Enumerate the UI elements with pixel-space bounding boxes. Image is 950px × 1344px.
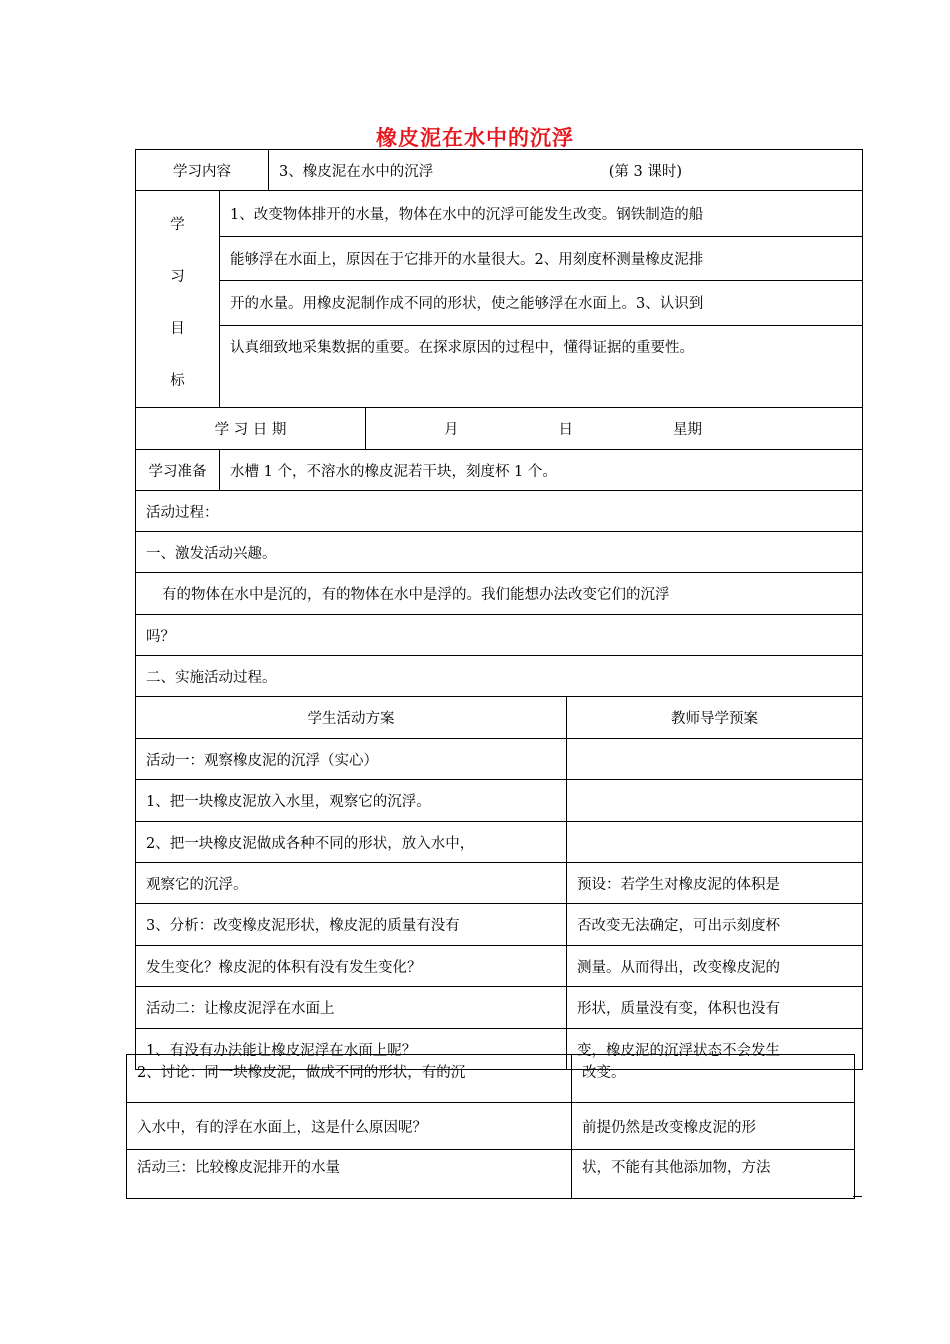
section-heading: 二、实施活动过程。 (136, 656, 863, 697)
teacher-column-header: 教师导学预案 (567, 697, 863, 739)
objective-line: 开的水量。用橡皮泥制作成不同的形状，使之能够浮在水面上。3、认识到 (220, 281, 863, 325)
weekday-label: 星期 (673, 422, 702, 438)
objectives-label: 学 习 目 标 (136, 191, 220, 408)
day-label: 日 (558, 422, 573, 438)
continuation-table (126, 1054, 855, 1199)
table-row (136, 987, 863, 1029)
student-cell: 2、讨论：同一块橡皮泥，做成不同的形状，有的沉 (127, 1055, 572, 1103)
teacher-cell (567, 822, 863, 863)
student-cell: 活动一：观察橡皮泥的沉浮（实心） (136, 739, 567, 780)
lesson-period: (第 3 课时) (608, 163, 682, 180)
table-border-stub (853, 1196, 862, 1197)
teacher-cell (567, 739, 863, 780)
lesson-title: 3、橡皮泥在水中的沉浮 (279, 163, 434, 180)
objective-line: 1、改变物体排开的水量，物体在水中的沉浮可能发生改变。钢铁制造的船 (220, 191, 863, 237)
section-heading: 一、激发活动兴趣。 (136, 532, 863, 573)
student-cell: 1、有没有办法能让橡皮泥浮在水面上呢？ (136, 1029, 567, 1070)
student-cell: 入水中，有的浮在水面上，这是什么原因呢？ (127, 1103, 572, 1150)
student-cell: 2、把一块橡皮泥做成各种不同的形状，放入水中， (136, 822, 567, 863)
preparation-label: 学习准备 (136, 450, 220, 491)
table-row (136, 780, 863, 822)
lesson-info-cell (269, 150, 863, 191)
lesson-plan-table (135, 149, 863, 1070)
teacher-cell: 测量。从而得出，改变橡皮泥的 (567, 946, 863, 987)
content-label: 学习内容 (136, 150, 269, 191)
teacher-cell: 前提仍然是改变橡皮泥的形 (572, 1103, 855, 1150)
objective-line: 能够浮在水面上，原因在于它排开的水量很大。2、用刻度杯测量橡皮泥排 (220, 236, 863, 280)
teacher-cell: 形状，质量没有变，体积也没有 (567, 987, 863, 1029)
teacher-cell: 否改变无法确定，可出示刻度杯 (567, 904, 863, 946)
table-row (127, 1055, 855, 1103)
table-row (136, 863, 863, 904)
teacher-cell: 改变。 (572, 1055, 855, 1103)
table-row (136, 822, 863, 863)
column-header-row (136, 697, 863, 739)
table-row (127, 1150, 855, 1199)
teacher-cell: 变，橡皮泥的沉浮状态不会发生 (567, 1029, 863, 1070)
month-label: 月 (444, 422, 459, 438)
date-fields (366, 408, 863, 450)
teacher-cell: 预设：若学生对橡皮泥的体积是 (567, 863, 863, 904)
paragraph-line: 吗？ (136, 615, 863, 656)
preparation-text: 水槽 1 个，不溶水的橡皮泥若干块，刻度杯 1 个。 (220, 450, 863, 491)
teacher-cell: 状，不能有其他添加物，方法 (572, 1150, 855, 1199)
preparation-row (136, 450, 863, 491)
process-heading: 活动过程： (136, 491, 863, 532)
student-cell: 观察它的沉浮。 (136, 863, 567, 904)
student-cell: 1、把一块橡皮泥放入水里，观察它的沉浮。 (136, 780, 567, 822)
objective-line: 认真细致地采集数据的重要。在探求原因的过程中，懂得证据的重要性。 (220, 325, 863, 407)
student-cell: 活动二：让橡皮泥浮在水面上 (136, 987, 567, 1029)
table-row (136, 904, 863, 946)
paragraph-line: 有的物体在水中是沉的，有的物体在水中是浮的。我们能想办法改变它们的沉浮 (136, 573, 863, 615)
date-label: 学 习 日 期 (136, 408, 366, 450)
student-cell: 发生变化？橡皮泥的体积有没有发生变化？ (136, 946, 567, 987)
content-row (136, 150, 863, 191)
table-row (127, 1103, 855, 1150)
student-cell: 活动三：比较橡皮泥排开的水量 (127, 1150, 572, 1199)
document-title: 橡皮泥在水中的沉浮 (376, 125, 574, 150)
student-cell: 3、分析：改变橡皮泥形状，橡皮泥的质量有没有 (136, 904, 567, 946)
date-row (136, 408, 863, 450)
objectives-row (136, 191, 863, 237)
table-row (136, 946, 863, 987)
student-column-header: 学生活动方案 (136, 697, 567, 739)
teacher-cell (567, 780, 863, 822)
table-row (136, 739, 863, 780)
